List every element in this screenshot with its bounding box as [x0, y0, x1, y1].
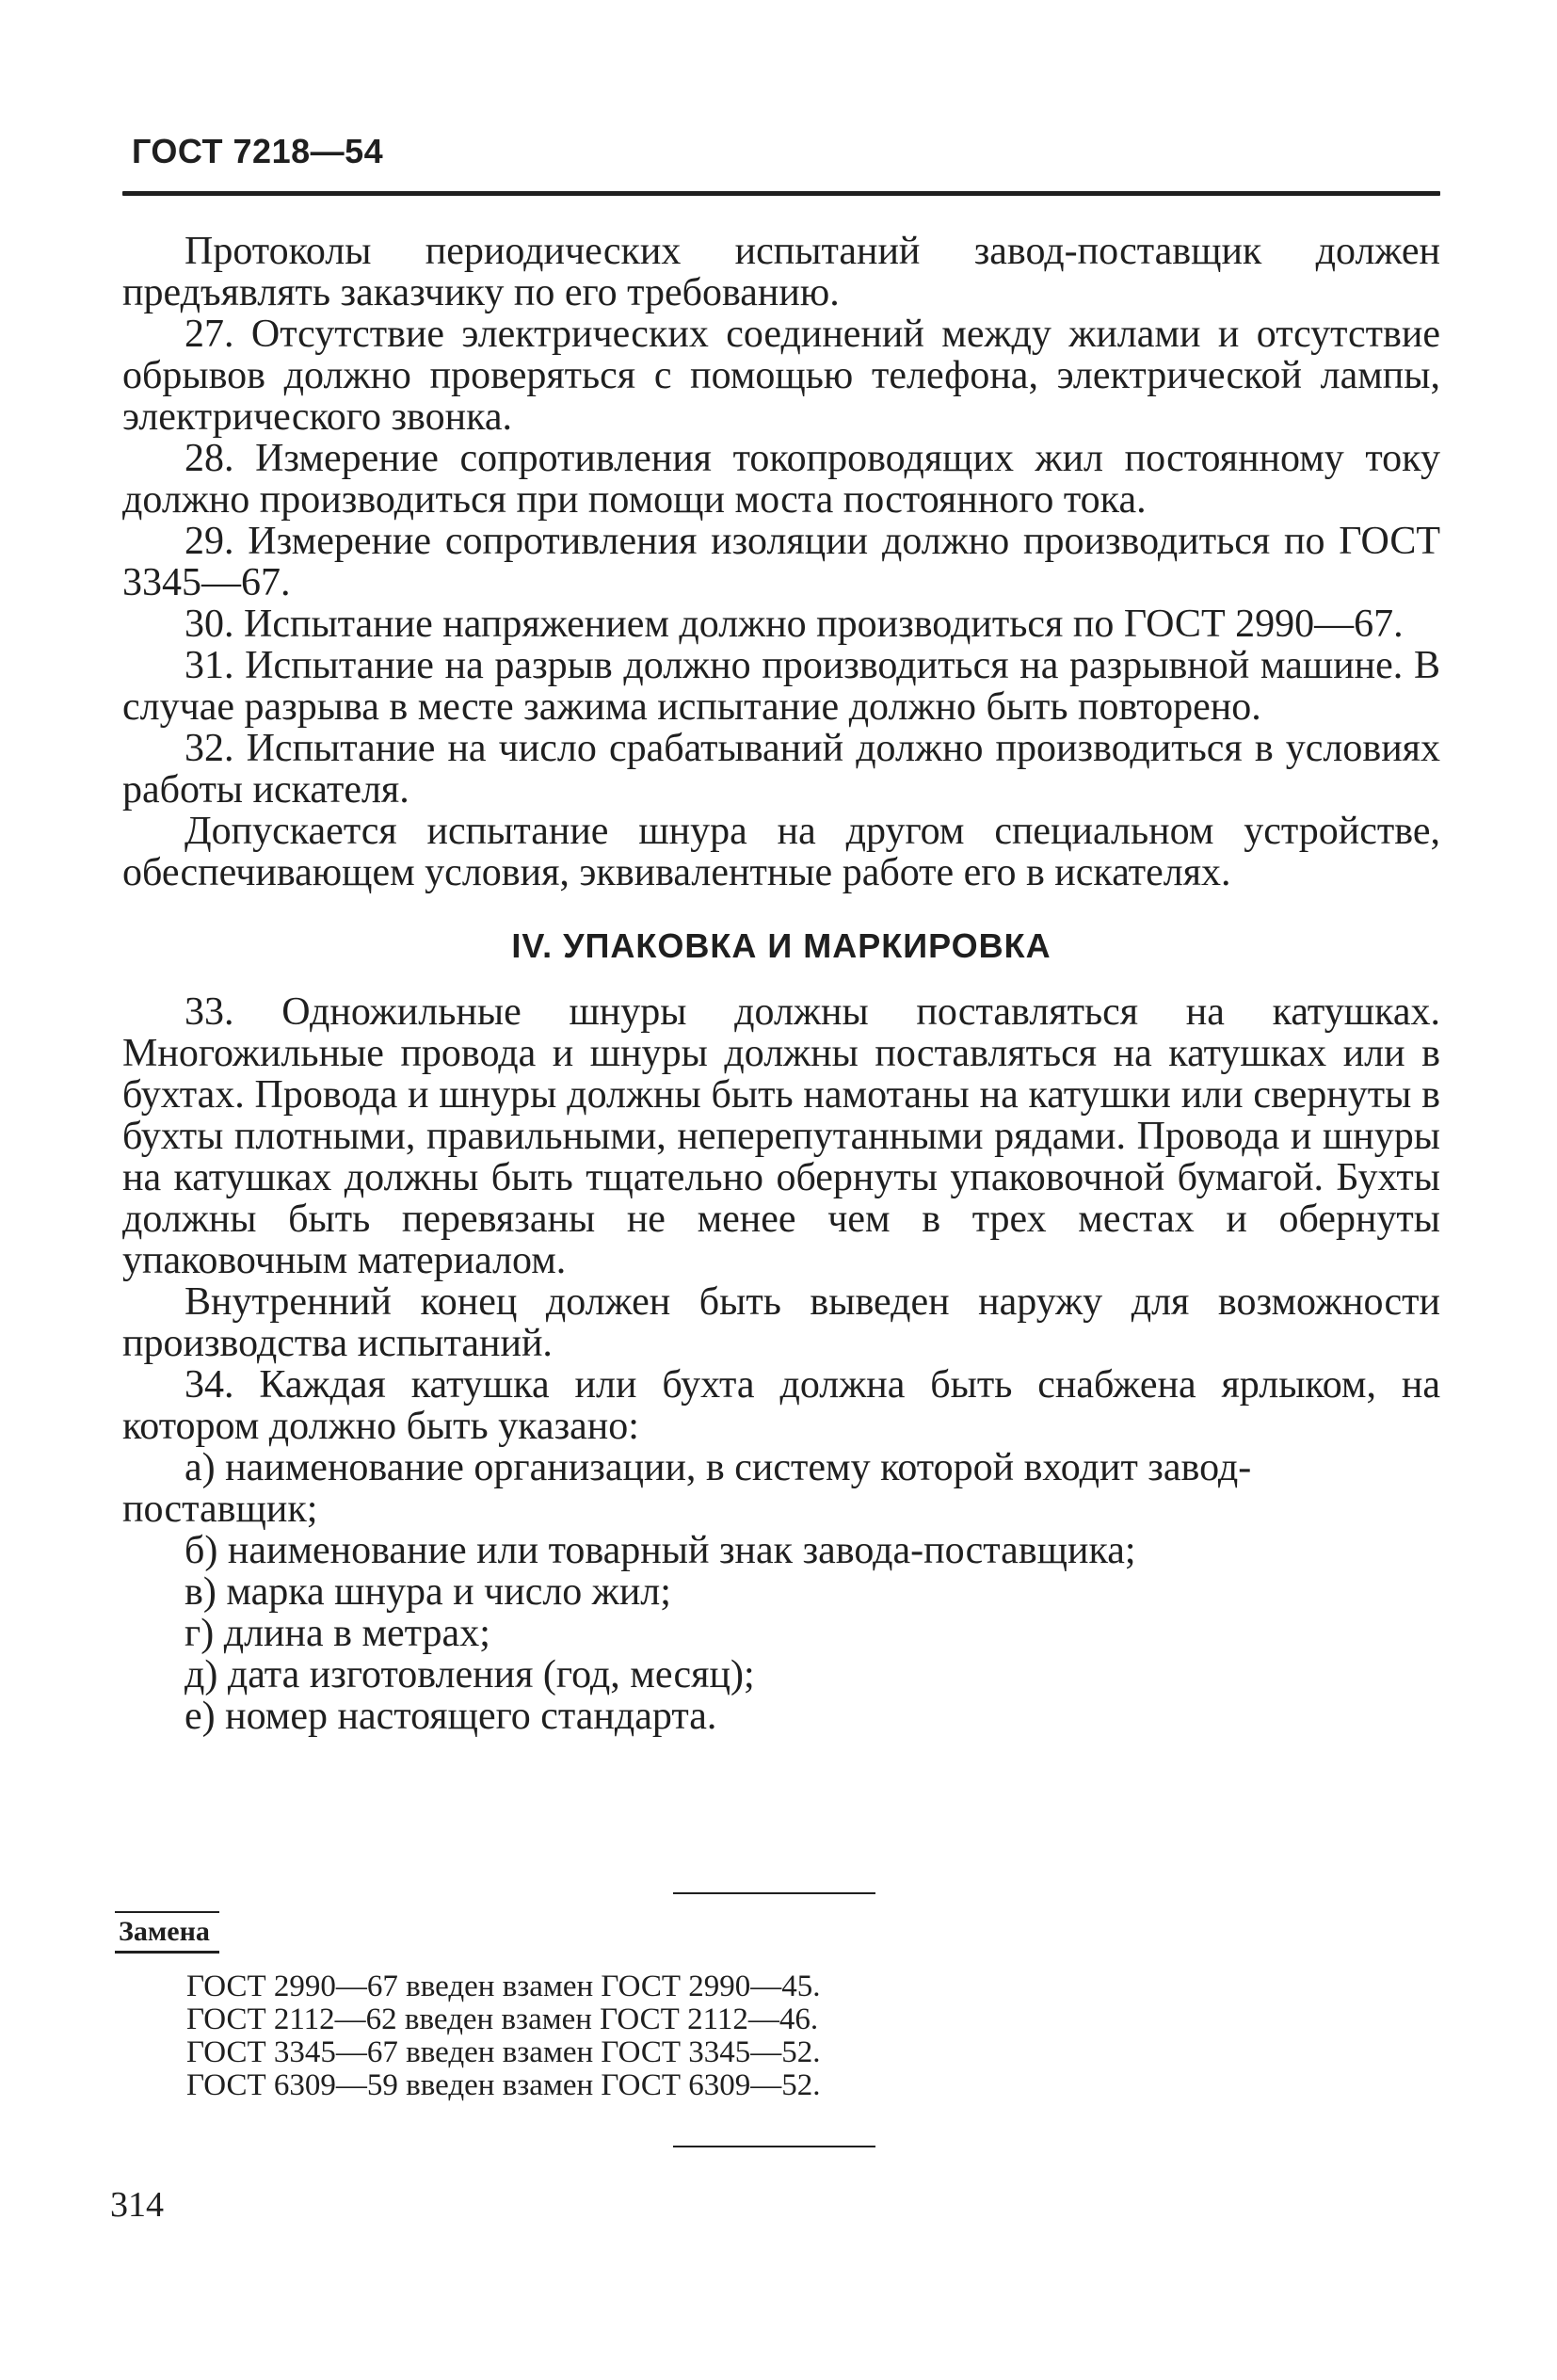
footnote-line: ГОСТ 3345—67 введен взамен ГОСТ 3345—52. [186, 2035, 821, 2069]
page-header-title: ГОСТ 7218—54 [132, 132, 384, 170]
list-item: г) длина в метрах; [185, 1612, 490, 1655]
footnote-line: ГОСТ 2112—62 введен взамен ГОСТ 2112—46. [186, 2002, 819, 2036]
footnote-lines [186, 1970, 1034, 2102]
paragraph: Внутренний конец должен быть выведен наружу для возможности производства испытаний. [122, 1280, 1440, 1365]
list-item: в) марка шнура и число жил; [185, 1570, 671, 1614]
paragraph: 27. Отсутствие электрических соединений между жилами и отсутствие обрывов должно проверяться с помощью телефона, электрической лампы, электрического звонка. [122, 313, 1440, 439]
list-item: б) наименование или товарный знак завода-поставщика; [185, 1529, 1136, 1572]
paragraph: 29. Измерение сопротивления изоляции должно производиться по ГОСТ 3345—67. [122, 520, 1440, 604]
paragraph: Протоколы периодических испытаний завод-поставщик должен предъявлять заказчику по его требованию. [122, 230, 1440, 314]
section-divider [673, 2146, 875, 2147]
section-divider [673, 1892, 875, 1894]
list-item: а) наименование организации, в систему которой входит завод-поставщик; [122, 1446, 1252, 1531]
header-rule [122, 191, 1440, 196]
body-text [122, 231, 1440, 1737]
section-heading: IV. УПАКОВКА И МАРКИРОВКА [511, 926, 1051, 965]
page-number: 314 [110, 2185, 164, 2225]
paragraph: 30. Испытание напряжением должно производиться по ГОСТ 2990—67. [185, 603, 1404, 646]
paragraph: 33. Одножильные шнуры должны поставляться на катушках. Многожильные провода и шнуры должны поставляться на катушках или в бухтах. Провода и шнуры должны быть намотаны на катушки или свернуты в бухты плотными, правильными, неперепутанными рядами. Провода и шнуры на катушках должны быть тщательно обернуты упаковочной бумагой. Бухты должны быть перевязаны не менее чем в трех местах и обернуты упаковочным материалом. [122, 990, 1440, 1282]
footnote-line: ГОСТ 6309—59 введен взамен ГОСТ 6309—52. [186, 2068, 821, 2102]
list-item: е) номер настоящего стандарта. [185, 1695, 717, 1738]
paragraph: 32. Испытание на число срабатываний должно производиться в условиях работы искателя. [122, 727, 1440, 812]
list-item: д) дата изготовления (год, месяц); [185, 1653, 755, 1697]
paragraph: 31. Испытание на разрыв должно производиться на разрывной машине. В случае разрыва в месте зажима испытание должно быть повторено. [122, 644, 1440, 729]
paragraph: 28. Измерение сопротивления токопроводящих жил постоянному току должно производиться при помощи моста постоянного тока. [122, 437, 1440, 522]
footnote-label: Замена [115, 1911, 219, 1954]
paragraph: 34. Каждая катушка или бухта должна быть снабжена ярлыком, на котором должно быть указано: [122, 1363, 1440, 1448]
footnote-line: ГОСТ 2990—67 введен взамен ГОСТ 2990—45. [186, 1970, 821, 2003]
paragraph: Допускается испытание шнура на другом специальном устройстве, обеспечивающем условия, эквивалентные работе его в искателях. [122, 810, 1440, 894]
